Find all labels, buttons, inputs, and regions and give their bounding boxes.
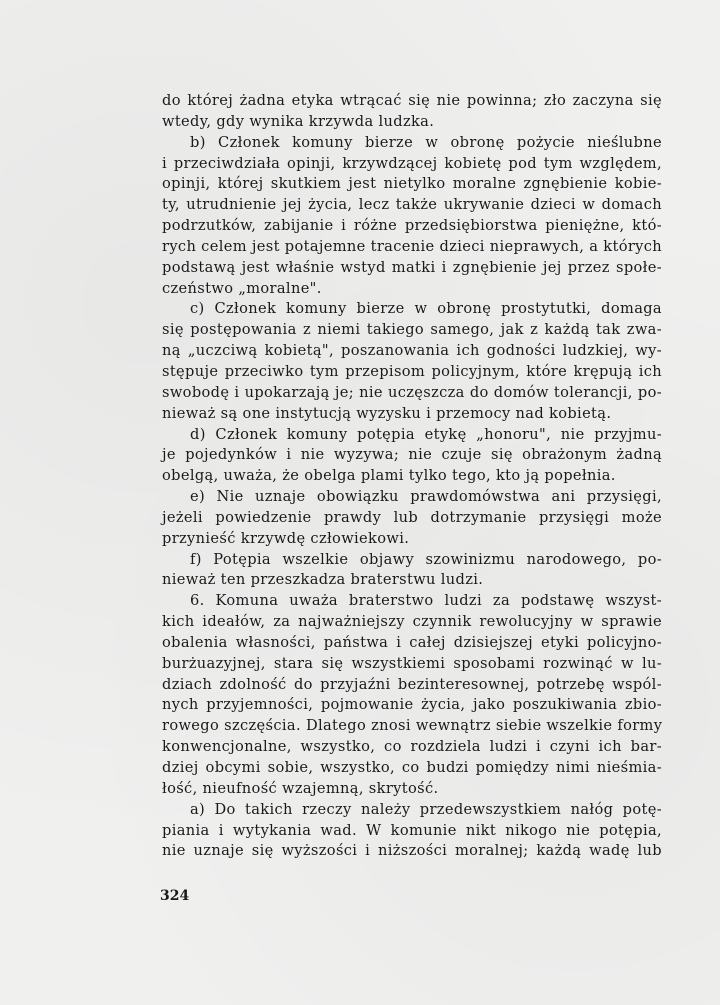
text-line: czeństwo „moralne". [162,279,322,297]
text-line: nieważ ten przeszkadza braterstwu ludzi. [162,571,484,589]
text-line: rowego szczęścia. Dlatego znosi wewnątrz siebie wszelkie formy [162,717,663,735]
text-line: nych przyjemności, pojmowanie życia, jako poszukiwania zbio- [162,696,662,714]
text-line: d) Członek komuny potępia etykę „honoru", nie przyjmu- [190,425,662,443]
text-line: opinji, której skutkiem jest nietylko moralne zgnębienie kobie- [162,175,662,193]
text-line: nie uznaje się wyższości i niższości moralnej; każdą wadę lub [162,842,662,860]
text-line: swobodę i upokarzają je; nie uczęszcza do domów tolerancji, po- [162,383,662,401]
text-line: f) Potępia wszelkie objawy szowinizmu narodowego, po- [190,550,662,568]
text-line: ną „uczciwą kobietą", poszanowania ich godności ludzkiej, wy- [162,342,662,360]
text-line: a) Do takich rzeczy należy przedewszystkiem nałóg potę- [190,800,662,818]
text-line: podrzutków, zabijanie i różne przedsiębiorstwa pieniężne, któ- [162,217,662,235]
text-line: burżuazyjnej, stara się wszystkiemi sposobami rozwinąć w lu- [162,654,662,672]
page-number: 324 [160,888,190,904]
text-line: łość, nieufność wzajemną, skrytość. [162,779,439,797]
text-line: c) Członek komuny bierze w obronę prostytutki, domaga [190,300,662,318]
text-line: konwencjonalne, wszystko, co rozdziela ludzi i czyni ich bar- [162,738,662,756]
text-line: dziej obcymi sobie, wszystko, co budzi pomiędzy nimi nieśmia- [162,759,662,776]
text-line: jeżeli powiedzenie prawdy lub dotrzymanie przysięgi może [162,508,662,526]
text-line: e) Nie uznaje obowiązku prawdomówstwa ani przysięgi, [190,488,662,506]
text-line: przynieść krzywdę człowiekowi. [162,529,410,547]
text-line: 6. Komuna uważa braterstwo ludzi za podstawę wszyst- [190,592,662,610]
text-line: obalenia własności, państwa i całej dzisiejszej etyki policyjno- [162,633,662,651]
text-line: podstawą jest właśnie wstyd matki i zgnębienie jej przez społe- [162,258,662,276]
text-line: ty, utrudnienie jej życia, lecz także ukrywanie dzieci w domach [162,196,662,214]
text-line: do której żadna etyka wtrącać się nie powinna; zło zaczyna się [162,92,662,109]
text-line: się postępowania z niemi takiego samego, jak z każdą tak zwa- [162,321,662,339]
text-line: stępuje przeciwko tym przepisom policyjnym, które krępują ich [162,362,662,380]
text-line: kich ideałów, za najważniejszy czynnik rewolucyjny w sprawie [162,613,662,631]
text-line: piania i wytykania wad. W komunie nikt nikogo nie potępia, [162,821,662,839]
body-text [162,91,662,862]
text-line: nieważ są one instytucją wyzysku i przemocy nad kobietą. [162,404,612,422]
text-line: b) Członek komuny bierze w obronę pożycie nieślubne [190,133,662,151]
text-line: je pojedynków i nie wyzywa; nie czuje się obrażonym żadną [162,446,662,464]
text-line: i przeciwdziała opinji, krzywdzącej kobietę pod tym względem, [162,154,662,172]
text-line: wtedy, gdy wynika krzywda ludzka. [162,112,435,130]
text-line: rych celem jest potajemne tracenie dzieci nieprawych, a których [162,237,663,255]
text-line: dziach zdolność do przyjaźni bezinteresownej, potrzebę wspól- [162,675,662,693]
text-line: obelgą, uważa, że obelga plami tylko tego, kto ją popełnia. [162,467,616,485]
